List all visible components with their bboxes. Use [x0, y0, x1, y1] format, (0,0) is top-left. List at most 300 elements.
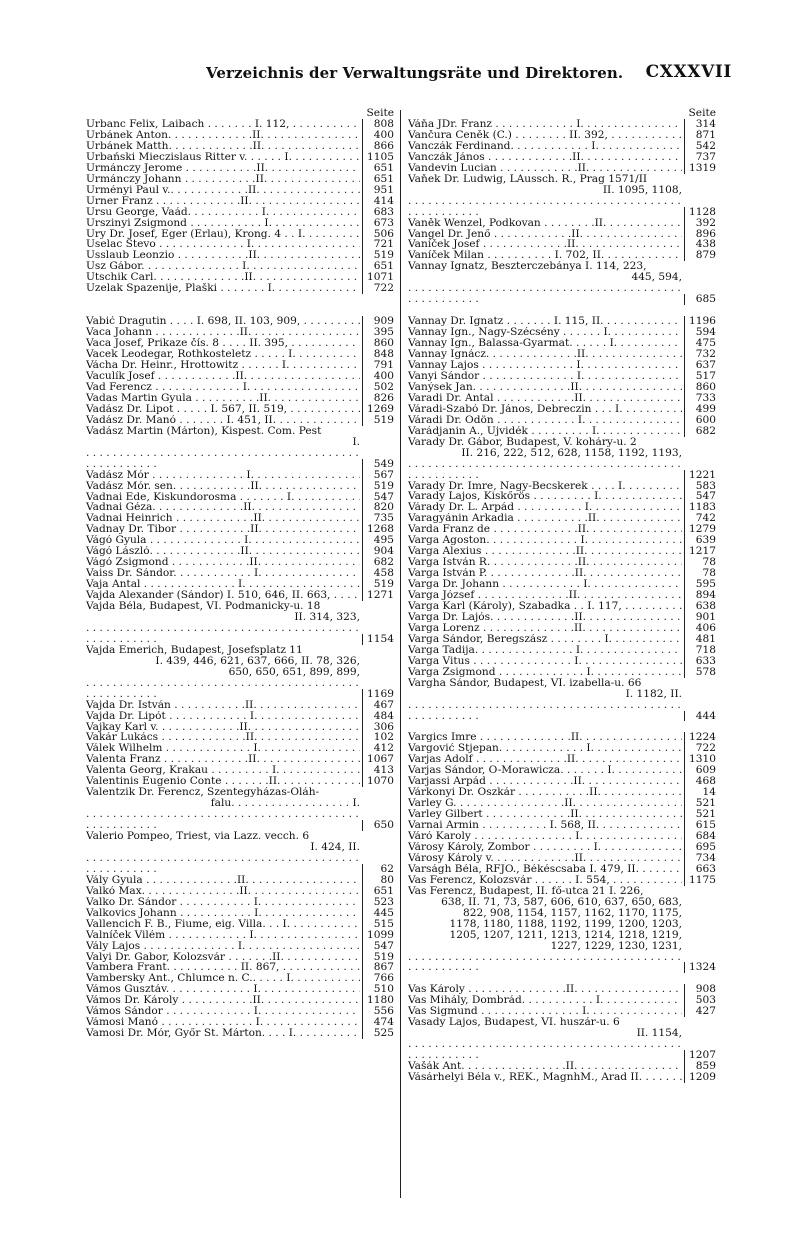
index-entry	[408, 798, 716, 809]
entry-page-number: 427	[684, 1006, 716, 1017]
index-entry	[86, 875, 394, 886]
entry-page-number: 503	[684, 995, 716, 1006]
entry-name: Városy Károly, Zombor . . . . . . . . . I. . . .	[408, 842, 682, 853]
entry-page-number: 523	[362, 897, 394, 908]
entry-page-number: 1154	[362, 634, 394, 645]
entry-name: Varady Dr. Imre, Nagy-Becskerek . . . . I. . . .	[408, 481, 682, 492]
entry-name: Varga Karl (Károly), Szabadka . . I. 117, . . .	[408, 601, 682, 612]
entry-name: Varga Alexius . . . . . . . . . . . . . .II. . . .	[408, 546, 682, 557]
entry-continuation: falu. . . . . . . . . . . . . . . . . . I.	[210, 797, 360, 810]
entry-page-number: 102	[362, 732, 394, 743]
entry-name: Vajda Béla, Budapest, VI. Podmanicky-u. 18 II. 314, 323, . . .	[86, 601, 360, 645]
index-entry	[408, 163, 716, 174]
entry-name: Vály Lajos . . . . . . . . . . . . . . I. . . .	[86, 941, 360, 952]
entry-name: Váró Karoly . . . . . . . . . . . . . . . I. . . .	[408, 831, 682, 842]
section-gap	[408, 721, 716, 732]
entry-name: Vakár Lukács . . . . . . . . . . . . .II. . . .	[86, 732, 360, 743]
index-entry	[86, 393, 394, 404]
index-entry	[86, 141, 394, 152]
index-entry	[86, 601, 394, 645]
entry-name: Vannay Ignácz. . . . . . . . . . . . . .II. . . .	[408, 349, 682, 360]
entry-page-number: 481	[684, 634, 716, 645]
entry-name: Vadász Dr. Lipot . . . . . I. 567, II. 519, . . .	[86, 404, 360, 415]
entry-name: Vanczák János . . . . . . . . . . . . .II. . . .	[408, 152, 682, 163]
index-entry	[86, 404, 394, 415]
index-entry	[408, 261, 716, 305]
entry-continuation: 1178, 1180, 1188, 1192, 1199, 1200, 1203,	[449, 917, 682, 930]
entry-continuation: II. 216, 222, 512, 628, 1158, 1192, 1193,	[461, 446, 682, 459]
entry-page-number: 519	[362, 415, 394, 426]
index-entry	[408, 524, 716, 535]
page-title: Verzeichnis der Verwaltungsräte und Direktoren.	[206, 64, 624, 82]
right-column	[408, 108, 716, 1200]
index-entry	[86, 283, 394, 294]
index-entry	[408, 382, 716, 393]
entry-page-number: 633	[684, 656, 716, 667]
index-entry	[86, 831, 394, 875]
entry-name: Urszinyi Zsigmond . . . . . . . . . . . I. . . .	[86, 218, 360, 229]
index-entry	[86, 700, 394, 711]
entry-name: Valentzik Dr. Ferencz, Szentegyházas-Oláh- falu. . . . . . . . . . . . . . . . . . I. . . .	[86, 787, 360, 831]
left-entry-list	[86, 119, 394, 1039]
entry-page-number: 1269	[362, 404, 394, 415]
index-entry	[408, 130, 716, 141]
entry-name: Vacek Leodegar, Rothkosteletz . . . . . I. . . .	[86, 349, 360, 360]
entry-page-number: 609	[684, 765, 716, 776]
entry-continuation: II. 1154,	[636, 1027, 682, 1040]
entry-name: Vargha Sándor, Budapest, VI. izabella-u. 66 I. 1182, II. . . .	[408, 678, 682, 722]
page-header	[206, 62, 732, 90]
index-entry	[408, 831, 716, 842]
entry-page-number: 901	[684, 612, 716, 623]
entry-continuation: 445, 594,	[631, 271, 682, 284]
index-entry	[408, 119, 716, 130]
entry-name: Valentinis Eugenio Conte . . . . . . .II. . . .	[86, 776, 360, 787]
entry-name: Varady Lajos, Kiskőrös . . . . . . . . . I. . . .	[408, 491, 682, 502]
entry-name: Vágó László. . . . . . . . . . . . . .II. . . .	[86, 546, 360, 557]
index-entry	[86, 415, 394, 426]
index-entry	[86, 1017, 394, 1028]
entry-name: Vámos Gusztáv. . . . . . . . . . . . . I. . . .	[86, 984, 360, 995]
entry-page-number: 682	[684, 426, 716, 437]
index-entry	[408, 360, 716, 371]
entry-page-number: 651	[362, 163, 394, 174]
index-entry	[408, 754, 716, 765]
entry-page-number: 663	[684, 864, 716, 875]
index-entry	[86, 174, 394, 185]
index-entry	[408, 557, 716, 568]
entry-name: Vály Gyula . . . . . . . . . . . . . .II. . . .	[86, 875, 360, 886]
index-entry	[408, 820, 716, 831]
entry-name: Vandevin Lucian . . . . . . . . . . . .II. . . .	[408, 163, 682, 174]
entry-page-number: 1175	[684, 875, 716, 886]
index-entry	[408, 995, 716, 1006]
entry-page-number: 1209	[684, 1072, 716, 1083]
entry-name: Vanyi Sándor . . . . . . . . . . . . . . I. . . .	[408, 371, 682, 382]
entry-page-number: 62	[362, 864, 394, 875]
entry-page-number: 547	[684, 491, 716, 502]
entry-page-number: 860	[684, 382, 716, 393]
index-entry	[86, 382, 394, 393]
index-entry	[408, 415, 716, 426]
index-entry	[408, 678, 716, 722]
index-entry	[86, 338, 394, 349]
entry-name: Vadnai Géza. . . . . . . . . . . . . .II. . . .	[86, 502, 360, 513]
entry-name: Varga István P. . . . . . . . . . . . . .II. . . .	[408, 568, 682, 579]
entry-page-number: 567	[362, 470, 394, 481]
entry-page-number: 517	[684, 371, 716, 382]
entry-page-number: 651	[362, 174, 394, 185]
entry-page-number: 859	[684, 1061, 716, 1072]
index-entry	[86, 568, 394, 579]
entry-page-number: 400	[362, 371, 394, 382]
index-entry	[408, 404, 716, 415]
entry-name: Usz Gábor. . . . . . . . . . . . . . . I. . . .	[86, 261, 360, 272]
entry-continuation: I. 439, 446, 621, 637, 666, II. 78, 326,	[155, 654, 360, 667]
index-entry	[408, 218, 716, 229]
entry-name: Vajkay Karl v. . . . . . . . . . . . .II. . . .	[86, 722, 360, 733]
entry-name: Városy Károly v. . . . . . . . . . . . .II. . . .	[408, 853, 682, 864]
entry-name: Valkó Max. . . . . . . . . . . . . . .II. . . .	[86, 886, 360, 897]
entry-page-number: 1279	[684, 524, 716, 535]
entry-name: Vadász Dr. Manó . . . . . . . I. 451, II. . . .	[86, 415, 360, 426]
index-entry	[86, 722, 394, 733]
entry-page-number: 413	[362, 765, 394, 776]
index-entry	[86, 579, 394, 590]
entry-page-number: 734	[684, 853, 716, 864]
entry-name: Vaca Josef, Prikaze čís. 8 . . . . II. 395, . . .	[86, 338, 360, 349]
entry-name: Valkovics Johann . . . . . . . . . . . I. . . .	[86, 908, 360, 919]
entry-page-number: 475	[684, 338, 716, 349]
entry-page-number: 650	[362, 820, 394, 831]
entry-name: Urbánek Matth. . . . . . . . . . . . .II. . . .	[86, 141, 360, 152]
entry-page-number: 1224	[684, 732, 716, 743]
index-entry	[86, 908, 394, 919]
entry-name: Vágó Zsigmond . . . . . . . . . . . .II. . . .	[86, 557, 360, 568]
entry-page-number: 1221	[684, 470, 716, 481]
index-entry	[408, 645, 716, 656]
index-entry	[86, 886, 394, 897]
index-entry	[86, 513, 394, 524]
entry-continuation: 1205, 1207, 1211, 1213, 1214, 1218, 1219,	[449, 928, 682, 941]
entry-name: Varley Gilbert . . . . . . . . . . . . .II. . . .	[408, 809, 682, 820]
index-entry	[86, 535, 394, 546]
entry-page-number: 1196	[684, 316, 716, 327]
entry-name: Vangel Dr. Jenő . . . . . . . . . . . .II. . . .	[408, 229, 682, 240]
entry-name: Vas Mihály, Dombrád. . . . . . . . . . . I. . . .	[408, 995, 682, 1006]
entry-page-number: 314	[684, 119, 716, 130]
entry-name: Vaja Antal . . . . . . . . . . . . . . I. . . .	[86, 579, 360, 590]
entry-name: Vargics Imre . . . . . . . . . . . . . .II. . . .	[408, 732, 682, 743]
entry-continuation: 650, 650, 651, 899, 899,	[228, 665, 360, 678]
index-entry	[86, 250, 394, 261]
section-gap	[408, 305, 716, 316]
entry-name: Vámos Sándor . . . . . . . . . . . . . I. . . .	[86, 1006, 360, 1017]
index-entry	[86, 119, 394, 130]
entry-page-number: 495	[362, 535, 394, 546]
entry-page-number: 651	[362, 261, 394, 272]
index-entry	[86, 546, 394, 557]
entry-page-number: 506	[362, 229, 394, 240]
index-entry	[408, 250, 716, 261]
entry-name: Váradi-Szabó Dr. János, Debreczin . . . I. . . .	[408, 404, 682, 415]
entry-name: Vasady Lajos, Budapest, VI. huszár-u. 6 II. 1154, . . .	[408, 1017, 682, 1061]
entry-name: Vágó Gyula . . . . . . . . . . . . . . I. . . .	[86, 535, 360, 546]
index-entry	[86, 787, 394, 831]
index-entry	[86, 207, 394, 218]
entry-page-number: 600	[684, 415, 716, 426]
index-entry	[86, 152, 394, 163]
index-entry	[408, 513, 716, 524]
entry-name: Varagyánin Arkadia . . . . . . . . . . .II. . . .	[408, 513, 682, 524]
entry-page-number: 556	[362, 1006, 394, 1017]
index-entry	[408, 546, 716, 557]
entry-name: Uselac Stevo . . . . . . . . . . . . . I. . . .	[86, 239, 360, 250]
index-entry	[86, 229, 394, 240]
index-entry	[408, 787, 716, 798]
entry-name: Varga Vitus . . . . . . . . . . . . . . . I. . . .	[408, 656, 682, 667]
entry-name: Vanýsek Jan. . . . . . . . . . . . . . .II. . . .	[408, 382, 682, 393]
index-entry	[408, 623, 716, 634]
entry-name: Vácha Dr. Heinr., Hrottowitz . . . . . . I. . . .	[86, 360, 360, 371]
entry-name: Varda Franz de . . . . . . . . . . . . .II. . . .	[408, 524, 682, 535]
index-entry	[408, 491, 716, 502]
entry-page-number: 718	[684, 645, 716, 656]
entry-page-number: 1099	[362, 930, 394, 941]
entry-page-number: 860	[362, 338, 394, 349]
index-entry	[408, 612, 716, 623]
entry-name: Vaníček Josef . . . . . . . . . . . . .II. . . .	[408, 239, 682, 250]
index-entry	[408, 152, 716, 163]
entry-page-number: 791	[362, 360, 394, 371]
entry-continuation: I. 1182, II.	[625, 687, 682, 700]
entry-page-number: 445	[362, 908, 394, 919]
index-entry	[408, 1061, 716, 1072]
index-entry	[408, 437, 716, 481]
entry-name: Vannay Ign., Balassa-Gyarmat. . . . . . I. . . .	[408, 338, 682, 349]
index-entry	[408, 393, 716, 404]
entry-page-number: 519	[362, 952, 394, 963]
entry-name: Vásárhelyi Béla v., REK., MagnhM., Arad II. . . .	[408, 1072, 682, 1083]
entry-name: Vašák Ant. . . . . . . . . . . . . . . .II. . . .	[408, 1061, 682, 1072]
entry-page-number: 685	[684, 294, 716, 305]
entry-page-number: 519	[362, 481, 394, 492]
entry-page-number: 951	[362, 185, 394, 196]
entry-name: Vajda Emerich, Budapest, Josefsplatz 11 I. 439, 446, 621, 637, 666, II. 78, 326, 650, 650, 651, 899, 899, . . .	[86, 645, 360, 700]
entry-page-number: 1324	[684, 962, 716, 973]
entry-name: Valko Dr. Sándor . . . . . . . . . . . I. . . .	[86, 897, 360, 908]
index-entry	[408, 371, 716, 382]
entry-page-number: 80	[362, 875, 394, 886]
entry-page-number: 510	[362, 984, 394, 995]
index-entry	[86, 196, 394, 207]
entry-page-number: 826	[362, 393, 394, 404]
entry-page-number: 733	[684, 393, 716, 404]
entry-page-number: 721	[362, 239, 394, 250]
entry-name: Vargović Stjepan. . . . . . . . . . . . . I. . . .	[408, 743, 682, 754]
index-entry	[408, 229, 716, 240]
index-entry	[408, 656, 716, 667]
entry-name: Varádjanin A., Ujvidék . . . . . . . . . I. . . .	[408, 426, 682, 437]
entry-name: Ury Dr. Josef, Eger (Erlau), Krong. 4 . . I. . . .	[86, 229, 360, 240]
entry-page-number: 400	[362, 130, 394, 141]
index-entry	[86, 754, 394, 765]
index-entry	[86, 919, 394, 930]
entry-page-number: 639	[684, 535, 716, 546]
entry-name: Vannay Ign., Nagy-Szécsény . . . . . . I. . . .	[408, 327, 682, 338]
entry-name: Varga József . . . . . . . . . . . . . .II. . . .	[408, 590, 682, 601]
entry-name: Varnai Ármin . . . . . . . . . . I. 568, II. . . .	[408, 820, 682, 831]
entry-continuation: 1227, 1229, 1230, 1231,	[550, 939, 682, 952]
index-entry	[86, 272, 394, 283]
entry-name: Várkonyi Dr. Oszkár . . . . . . . . . . .II. . . .	[408, 787, 682, 798]
entry-name: Vámosi Manó . . . . . . . . . . . . . . I. . . .	[86, 1017, 360, 1028]
index-entry	[86, 218, 394, 229]
index-entry	[408, 984, 716, 995]
entry-page-number: 547	[362, 941, 394, 952]
entry-page-number: 395	[362, 327, 394, 338]
index-entry	[86, 765, 394, 776]
index-entry	[408, 502, 716, 513]
entry-page-number: 1180	[362, 995, 394, 1006]
entry-name: Váňa JDr. Franz . . . . . . . . . . . . I. . . .	[408, 119, 682, 130]
index-entry	[408, 853, 716, 864]
index-entry	[86, 481, 394, 492]
entry-page-number: 737	[684, 152, 716, 163]
entry-continuation: 822, 908, 1154, 1157, 1162, 1170, 1175,	[462, 906, 682, 919]
entry-name: Varadi Dr. Antal . . . . . . . . . . . .II. . . .	[408, 393, 682, 404]
entry-page-number: 684	[684, 831, 716, 842]
entry-name: Vadnai Heinrich . . . . . . . . . . . .II. . . .	[86, 513, 360, 524]
index-entry	[408, 667, 716, 678]
entry-name: Valenta Franz . . . . . . . . . . . . .II. . . .	[86, 754, 360, 765]
entry-name: Vajda Alexander (Sándor) I. 510, 646, II. 663, . . .	[86, 590, 360, 601]
entry-page-number: 1128	[684, 207, 716, 218]
index-entry	[86, 360, 394, 371]
entry-name: Vambera Frant. . . . . . . . . . . II. 867, . . .	[86, 962, 360, 973]
entry-page-number: 519	[362, 250, 394, 261]
entry-name: Vajda Dr. Lipót . . . . . . . . . . . . I. . . .	[86, 711, 360, 722]
index-entry	[86, 185, 394, 196]
index-entry	[86, 743, 394, 754]
entry-name: Vas Sigmund . . . . . . . . . . . . . . . I. . . .	[408, 1006, 682, 1017]
entry-page-number: 547	[362, 492, 394, 503]
entry-name: Varga Dr. Johann . . . . . . . . . . . . I. . . .	[408, 579, 682, 590]
entry-page-number: 1071	[362, 272, 394, 283]
entry-page-number: 521	[684, 798, 716, 809]
index-entry	[408, 316, 716, 327]
entry-page-number: 1105	[362, 152, 394, 163]
index-entry	[86, 952, 394, 963]
index-entry	[86, 163, 394, 174]
entry-name: Vaculík Josef . . . . . . . . . . . .II. . . .	[86, 371, 360, 382]
entry-continuation: 638, II. 71, 73, 587, 606, 610, 637, 650, 683,	[441, 895, 682, 908]
entry-name: Vamosi Dr. Mór, Győr St. Márton. . . . I. . . .	[86, 1028, 360, 1039]
entry-continuation: I. 424, II.	[310, 841, 360, 853]
entry-name: Várady Dr. L. Árpád . . . . . . . . . . I. . . .	[408, 502, 682, 513]
entry-name: Vabić Dragutin . . . . I. 698, II. 103, 909, . . .	[86, 316, 360, 327]
index-entry	[86, 426, 394, 470]
entry-page-number: 695	[684, 842, 716, 853]
index-entry	[86, 261, 394, 272]
entry-name: Varga Dr. Lajós. . . . . . . . . . . . .II. . . .	[408, 612, 682, 623]
index-entry	[86, 930, 394, 941]
entry-name: Valenta Georg, Krakau . . . . . . . . . I. . . .	[86, 765, 360, 776]
entry-page-number: 732	[684, 349, 716, 360]
index-entry	[86, 984, 394, 995]
index-entry	[408, 239, 716, 250]
entry-name: Vadász Mór . . . . . . . . . . . . . . I. . . .	[86, 470, 360, 481]
index-entry	[86, 711, 394, 722]
entry-page-number: 14	[684, 787, 716, 798]
entry-name: Urbański Mieczislaus Ritter v. . . . . . I. . . .	[86, 152, 360, 163]
entry-name: Varga Sándor, Beregszász . . . . . . . . I. . . .	[408, 634, 682, 645]
entry-page-number: 521	[684, 809, 716, 820]
index-entry	[408, 568, 716, 579]
index-entry	[86, 732, 394, 743]
entry-page-number: 578	[684, 667, 716, 678]
entry-page-number: 820	[362, 502, 394, 513]
index-entry	[86, 776, 394, 787]
index-entry	[408, 601, 716, 612]
index-entry	[86, 371, 394, 382]
entry-name: Urbánek Anton. . . . . . . . . . . . .II. . . .	[86, 130, 360, 141]
entry-name: Varady Dr. Gábor, Budapest, V. koháry-u. 2 II. 216, 222, 512, 628, 1158, 1192, 1193, . . .	[408, 437, 682, 481]
entry-name: Varga István R. . . . . . . . . . . . . .II. . . .	[408, 557, 682, 568]
entry-name: Vadas Martin Gyula . . . . . . . . . .II. . . .	[86, 393, 360, 404]
entry-name: Vadnay Dr. Tibor . . . . . . . . . . .II. . . .	[86, 524, 360, 535]
entry-name: Vambersky Ant., Chlumce n. C.. . . . . I. . . .	[86, 973, 360, 984]
column-heading-seite: Seite	[688, 107, 716, 119]
entry-name: Vannay Ignatz, Beszterczebánya I. 114, 223, 445, 594, . . .	[408, 261, 682, 305]
entry-page-number: 467	[362, 700, 394, 711]
right-entry-list	[408, 119, 716, 1083]
entry-name: Varjas Adolf . . . . . . . . . . . . . .II. . . .	[408, 754, 682, 765]
entry-name: Vaiss Dr. Sándor. . . . . . . . . . . . I. . . .	[86, 568, 360, 579]
entry-name: Urner Franz . . . . . . . . . . . . .II. . . .	[86, 196, 360, 207]
entry-page-number: 909	[362, 316, 394, 327]
entry-page-number: 637	[684, 360, 716, 371]
index-entry	[86, 645, 394, 700]
index-entry	[86, 897, 394, 908]
entry-page-number: 896	[684, 229, 716, 240]
entry-name: Varságh Béla, RFJO., Békéscsaba I. 479, II. . . .	[408, 864, 682, 875]
entry-page-number: 871	[684, 130, 716, 141]
entry-name: Vaníček Milan . . . . . . . . . . I. 702, II. . . .	[408, 250, 682, 261]
entry-name: Valyi Dr. Gabor, Kolozsvár . . . . . . .II. . . .	[86, 952, 360, 963]
entry-name: Vad Ferencz . . . . . . . . . . . . . I. . . .	[86, 382, 360, 393]
entry-page-number: 515	[362, 919, 394, 930]
entry-page-number: 1310	[684, 754, 716, 765]
index-entry	[408, 776, 716, 787]
index-entry	[86, 941, 394, 952]
entry-name: Urmánczy Johann . . . . . . . . . . .II. . . .	[86, 174, 360, 185]
index-entry	[408, 481, 716, 492]
entry-page-number: 595	[684, 579, 716, 590]
entry-page-number: 484	[362, 711, 394, 722]
entry-name: Varga Ágoston. . . . . . . . . . . . . . I. . . .	[408, 535, 682, 546]
entry-page-number: 1271	[362, 590, 394, 601]
index-entry	[408, 349, 716, 360]
index-entry	[86, 239, 394, 250]
entry-page-number: 1217	[684, 546, 716, 557]
entry-page-number: 519	[362, 579, 394, 590]
entry-page-number: 549	[362, 459, 394, 470]
entry-name: Vaňek Dr. Ludwig, LAussch. R., Prag 1571/II II. 1095, 1108, . . .	[408, 174, 682, 218]
entry-page-number: 1268	[362, 524, 394, 535]
entry-name: Varley G. . . . . . . . . . . . . . . . .II. . . .	[408, 798, 682, 809]
entry-page-number: 673	[362, 218, 394, 229]
